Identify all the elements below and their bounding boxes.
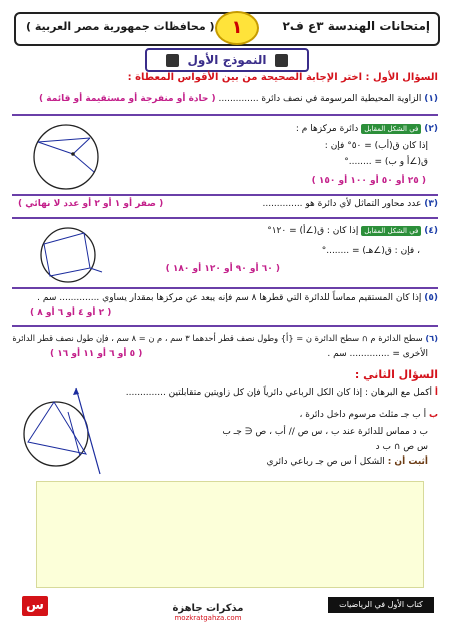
- header-subtitle: ( محافظات جمهورية مصر العربية ): [26, 20, 215, 33]
- item-text: سطح الدائرة م ∩ سطح الدائرة ن = {أ} وطول نصف قطر أحدهما ٣ سم ، م ن = ٨ سم ، فإن طول نصف قطر الدائرة: [12, 333, 423, 343]
- brand-url: mozkratgahza.com: [174, 614, 242, 622]
- item-options: ( صفر أو ١ أو ٢ أو عدد لا نهائي ): [18, 199, 164, 209]
- model-title-box: [145, 48, 309, 72]
- question-1-heading: السؤال الأول : اختر الإجابة الصحيحة من بين الأقواس المعطاة :: [127, 72, 438, 83]
- page-header: [14, 12, 440, 46]
- circle-figure-2: [32, 224, 106, 286]
- item-options: ( ٢٥ أو ٥٠ أو ١٠٠ أو ١٥٠ ): [311, 176, 426, 186]
- part-text: أ ب جـ مثلث مرسوم داخل دائرة ،: [299, 410, 427, 420]
- prove-label: أثبت أن :: [387, 457, 428, 467]
- item-text: عدد محاور التماثل لأي دائرة هو ..............: [262, 199, 422, 209]
- item-number: (٥): [424, 293, 438, 303]
- part-line: س ص ∩ ب د: [375, 442, 428, 452]
- item-text: إذا كان : ق(∠أ) = ١٢٠°: [267, 226, 359, 236]
- item-options: ( ٦٠ أو ٩٠ أو ١٢٠ أو ١٨٠ ): [165, 264, 280, 274]
- item-text: دائرة مركزها م :: [295, 124, 359, 134]
- model-title: النموذج الأول: [187, 53, 267, 67]
- item-options: ( ٢ أو ٤ أو ٦ أو ٨ ): [30, 308, 112, 318]
- question-2-part-b: [299, 410, 438, 420]
- item-line: الأخرى = .............. سم .: [327, 349, 428, 359]
- divider: [12, 287, 438, 289]
- part-label: أ: [434, 388, 438, 398]
- question-item: [37, 293, 438, 303]
- publisher-badge: س: [22, 596, 48, 616]
- item-text: إذا كان المستقيم مماساً للدائرة التي قطرها ٨ سم فإنه يبعد عن مركزها بمقدار يساوي .............. سم .: [37, 293, 422, 303]
- divider: [12, 325, 438, 327]
- pen-icon: [166, 54, 179, 67]
- item-number: (٣): [424, 199, 438, 209]
- figure-tag: في الشكل المقابل: [361, 124, 421, 134]
- part-text: أكمل مع البرهان : إذا كان الكل الرباعي دائرياً فإن كل زاويتين متقابلتين ..............: [125, 388, 433, 398]
- series-bar: كتاب الأول في الرياضيات: [328, 597, 434, 613]
- answer-area[interactable]: [36, 481, 424, 588]
- item-options: ( ٥ أو ٦ أو ١١ أو ١٦ ): [50, 349, 143, 359]
- circle-figure-3: [14, 382, 110, 478]
- divider: [12, 217, 438, 219]
- question-item: [267, 226, 438, 236]
- brand-logo: [143, 603, 273, 631]
- divider: [12, 194, 438, 196]
- question-2-heading: السؤال الثاني :: [354, 368, 438, 381]
- divider: [12, 114, 438, 116]
- question-2-part-a: [126, 388, 438, 398]
- part-label: ب: [428, 410, 438, 420]
- item-options: ( حادة أو منفرجة أو مستقيمة أو قائمة ): [39, 94, 216, 104]
- item-line: إذا كان ق(أب) = ٥٠° فإن :: [324, 141, 428, 151]
- question-item: [262, 199, 438, 209]
- item-number: (١): [424, 94, 438, 104]
- item-number: (٤): [424, 226, 438, 236]
- item-line: ، فإن : ق(∠هـ) = ........°: [321, 246, 420, 256]
- question-item: [12, 333, 438, 343]
- prove-text: الشكل أ س ص جـ رباعي دائري: [266, 457, 385, 467]
- item-text: الزاوية المحيطية المرسومة في نصف دائرة ..............: [218, 94, 422, 104]
- item-number: (٢): [424, 124, 438, 134]
- question-item: [39, 94, 438, 104]
- item-line: ق(∠أ و ب) = ........°: [344, 157, 428, 167]
- circle-figure-1: [28, 120, 108, 194]
- part-line: [267, 457, 428, 467]
- question-item: [296, 124, 438, 134]
- item-number: (٦): [425, 333, 438, 343]
- part-line: ب د مماس للدائرة عند ب ، س ص // أب ، ص ∈ جـ ب: [222, 427, 428, 437]
- header-title: إمتحانات الهندسة ٣ع ف٢: [282, 19, 430, 33]
- page-number-badge: ١: [215, 11, 259, 45]
- pen-icon: [275, 54, 288, 67]
- figure-tag: في الشكل المقابل: [361, 226, 421, 236]
- brand-title: مذكرات جاهزة: [172, 603, 244, 614]
